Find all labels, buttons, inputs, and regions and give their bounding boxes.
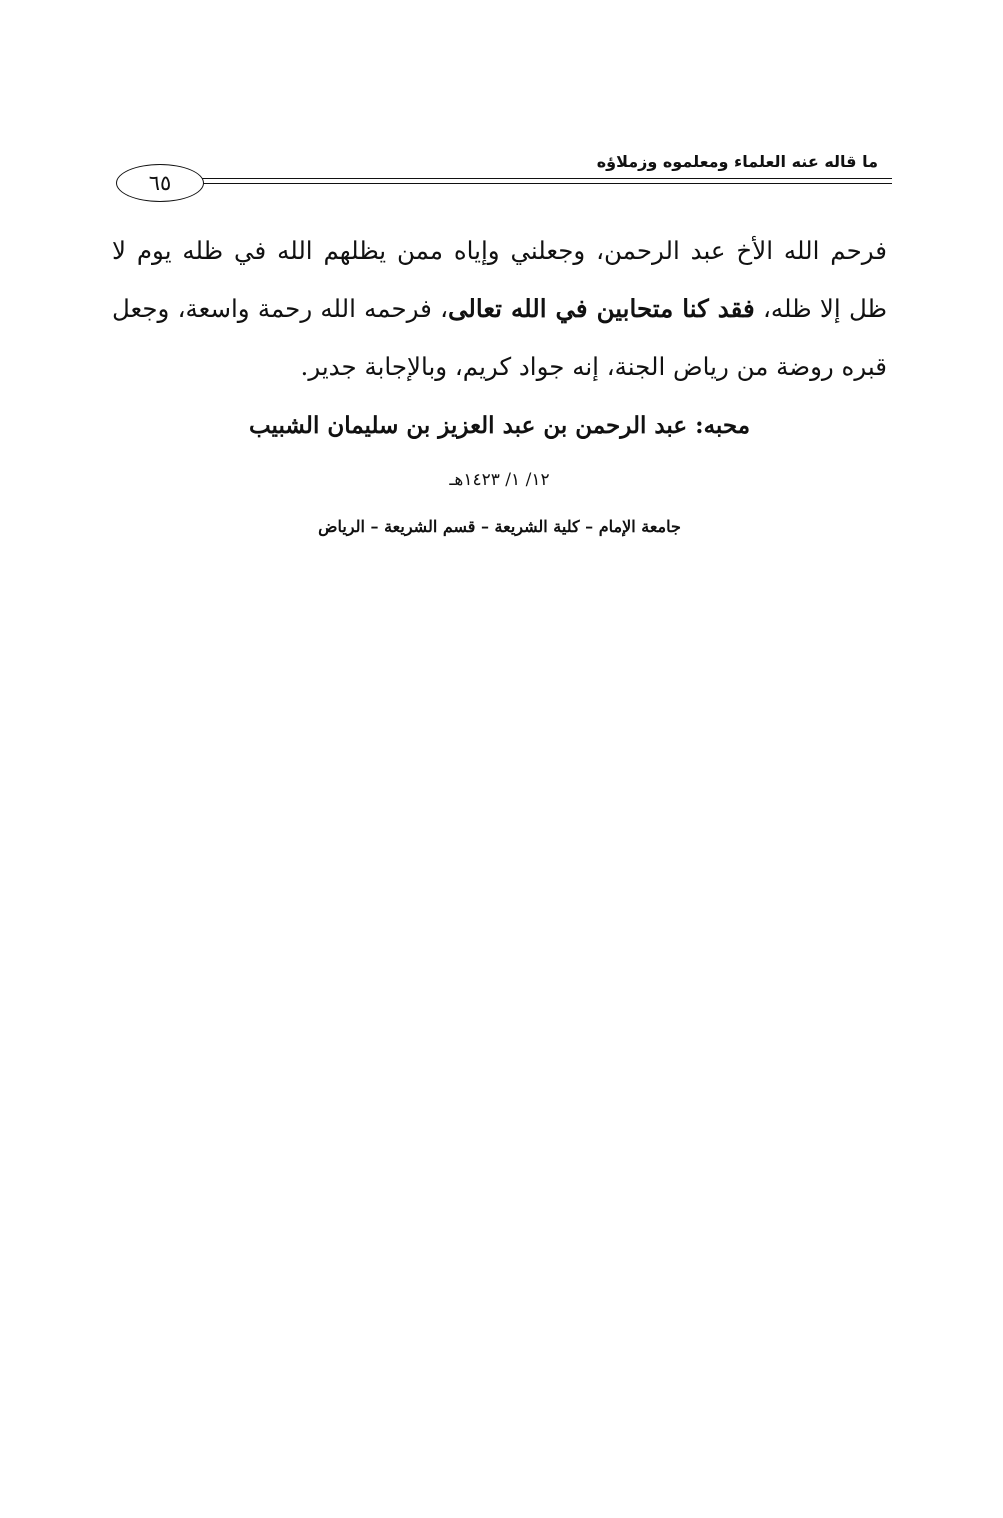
- paragraph-text-end: ، فرحمه الله رحمة واسعة، وجعل قبره روضة من رياض الجنة، إنه جواد كريم، وبالإجابة جدير.: [112, 294, 887, 381]
- body-paragraph: [112, 222, 887, 396]
- date-line: ١٢/ ١/ ١٤٢٣هـ: [449, 470, 550, 490]
- running-header: [112, 148, 892, 204]
- affiliation-line: جامعة الإمام – كلية الشريعة – قسم الشريعة – الرياض: [318, 517, 681, 536]
- paragraph: [112, 222, 887, 396]
- header-rule-bottom: [194, 183, 892, 184]
- page-number: ٦٥: [148, 170, 172, 195]
- running-header-title: ما قاله عنه العلماء ومعلموه وزملاؤه: [596, 152, 878, 171]
- paragraph-bold-phrase: فقد كنا متحابين في الله تعالى: [448, 294, 755, 323]
- signature-line: محبه: عبد الرحمن بن عبد العزيز بن سليمان الشبيب: [248, 412, 751, 439]
- page-number-oval: [116, 164, 204, 202]
- header-rule-top: [194, 178, 892, 179]
- paragraph-text-start: فرحم الله الأخ عبد الرحمن، وجعلني وإياه ممن يظلهم الله في ظله يوم لا ظل إلا ظله،: [112, 236, 888, 323]
